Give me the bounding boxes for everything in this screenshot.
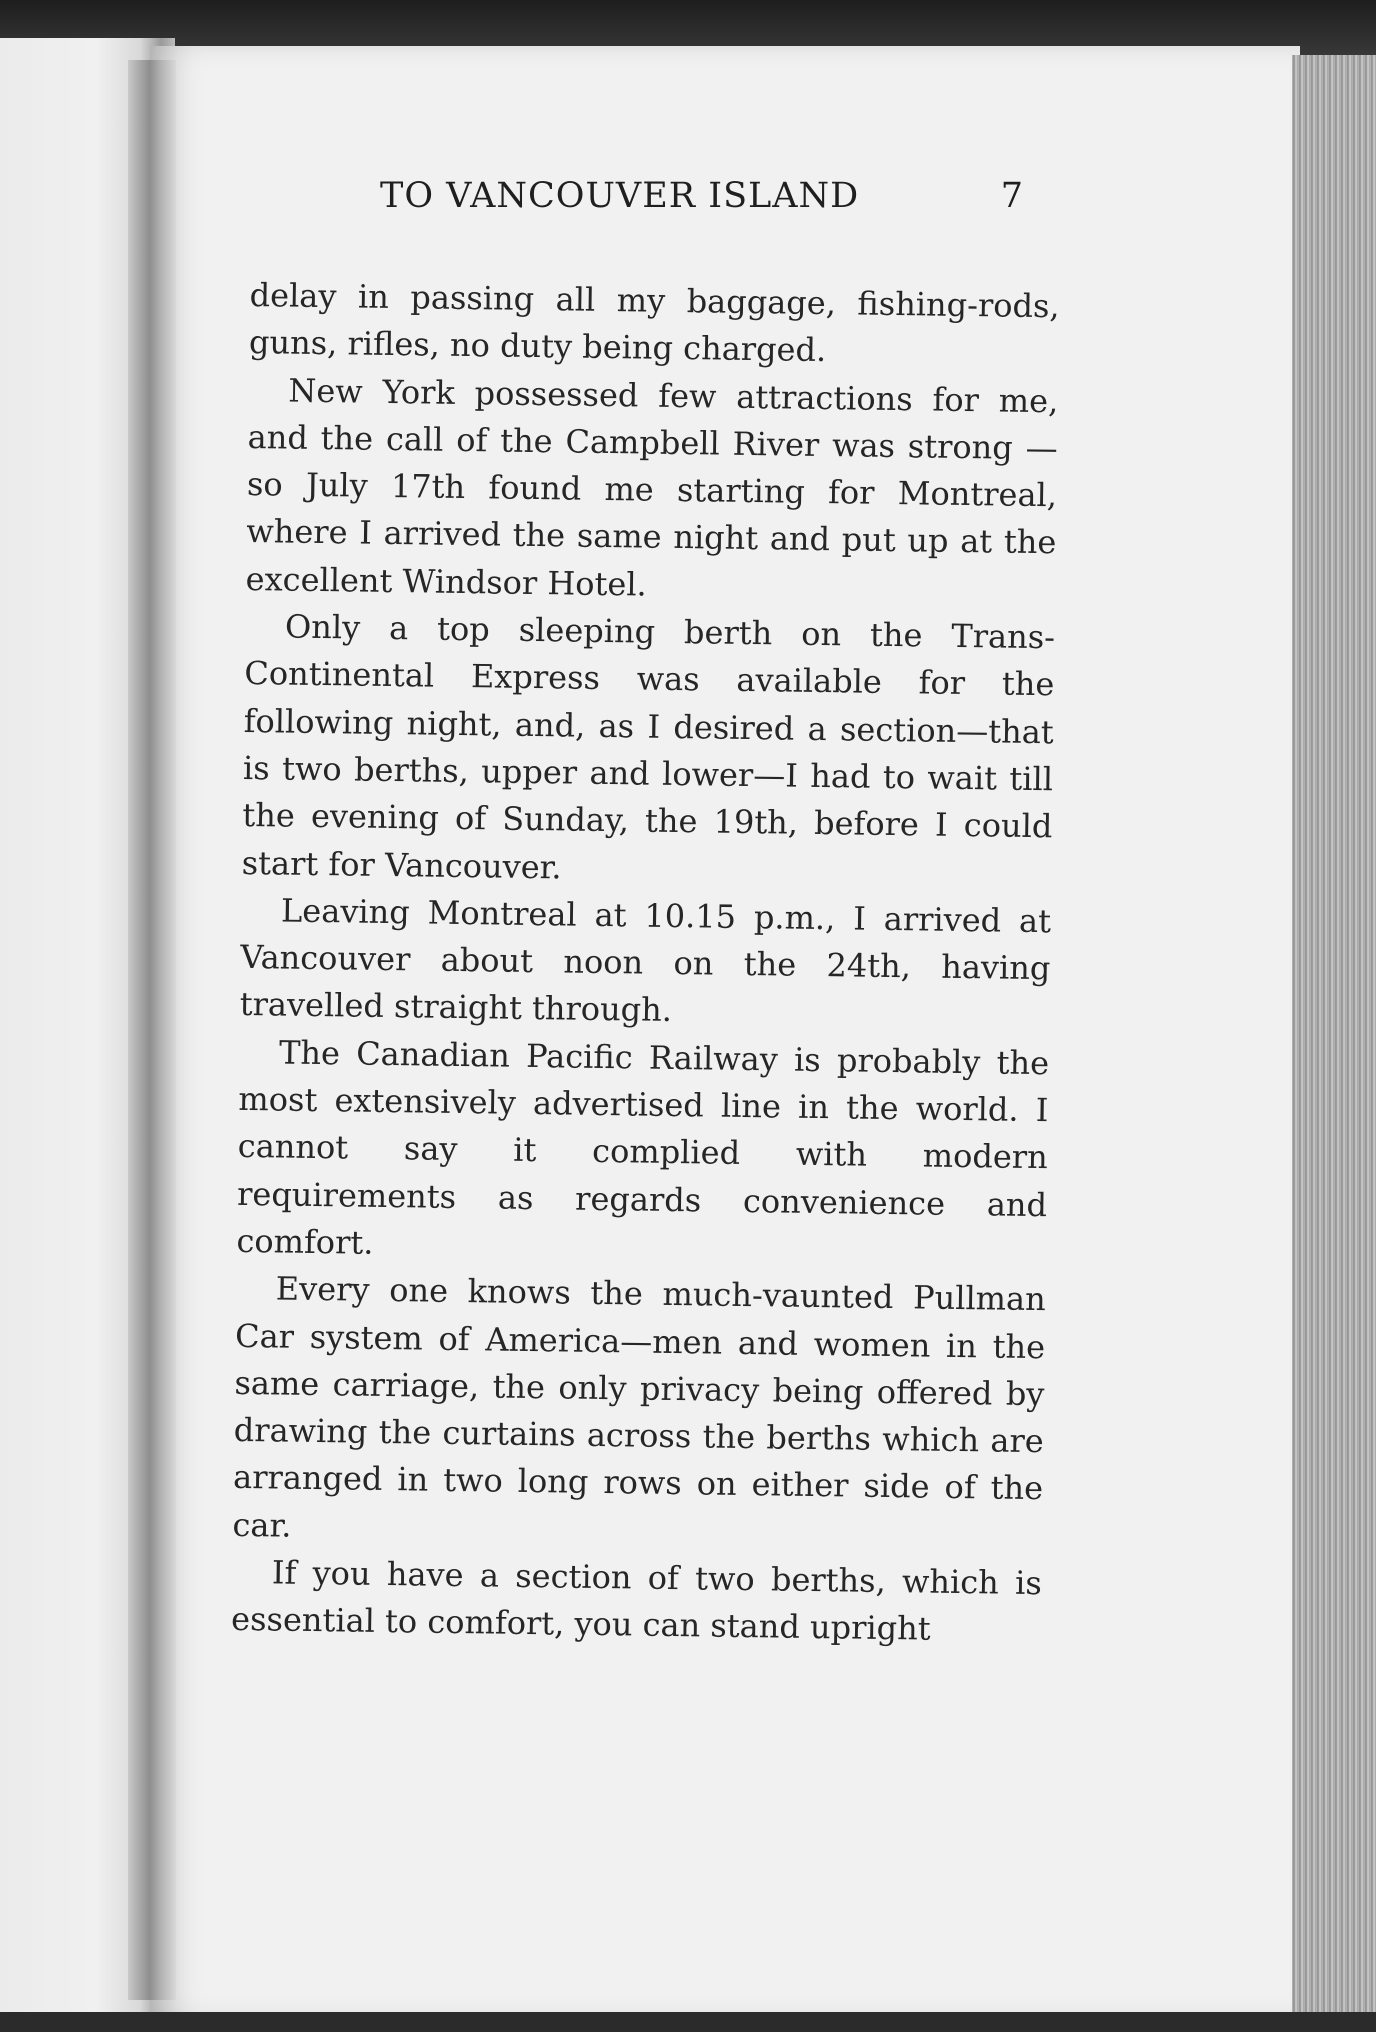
paragraph-5: The Canadian Pacific Railway is probably the most extensively advertised line in the world. I cannot say it complied with modern requirements as regards convenience and comfort.: [236, 1033, 1050, 1262]
body-text: [231, 272, 1060, 1655]
page-number: 7: [1000, 176, 1024, 216]
book-gutter: [128, 60, 176, 2000]
running-head: [380, 176, 1040, 236]
paragraph-4: Leaving Montreal at 10.15 p.m., I arrived at Vancouver about noon on the 24th, having travelled straight through.: [239, 891, 1052, 1030]
paragraph-2: New York possessed few attractions for me, and the call of the Campbell River was strong —so July 17th found me starting for Montreal, where I arrived the same night and put up at the excellent Windsor Hotel.: [245, 371, 1059, 604]
scan-background-bottom: [0, 2012, 1376, 2032]
paragraph-3: Only a top sleeping berth on the Trans-Continental Express was available for the following night, and, as I desired a section—that is two berths, upper and lower—I had to wait till the evening of Sunday, the 19th, before I could start for Vancouver.: [241, 607, 1056, 886]
paragraph-6: Every one knows the much-vaunted Pullman Car system of America—men and women in the same carriage, the only privacy being offered by drawing the curtains across the berths which are arranged in two long rows on either side of the car.: [232, 1269, 1046, 1545]
paragraph-1: delay in passing all my baggage, fishing-rods, guns, rifles, no duty being charged.: [248, 275, 1060, 370]
page-edges: [1292, 55, 1376, 2015]
paragraph-7: If you have a section of two berths, which is essential to comfort, you can stand upright: [230, 1553, 1043, 1648]
running-head-title: TO VANCOUVER ISLAND: [380, 176, 860, 216]
